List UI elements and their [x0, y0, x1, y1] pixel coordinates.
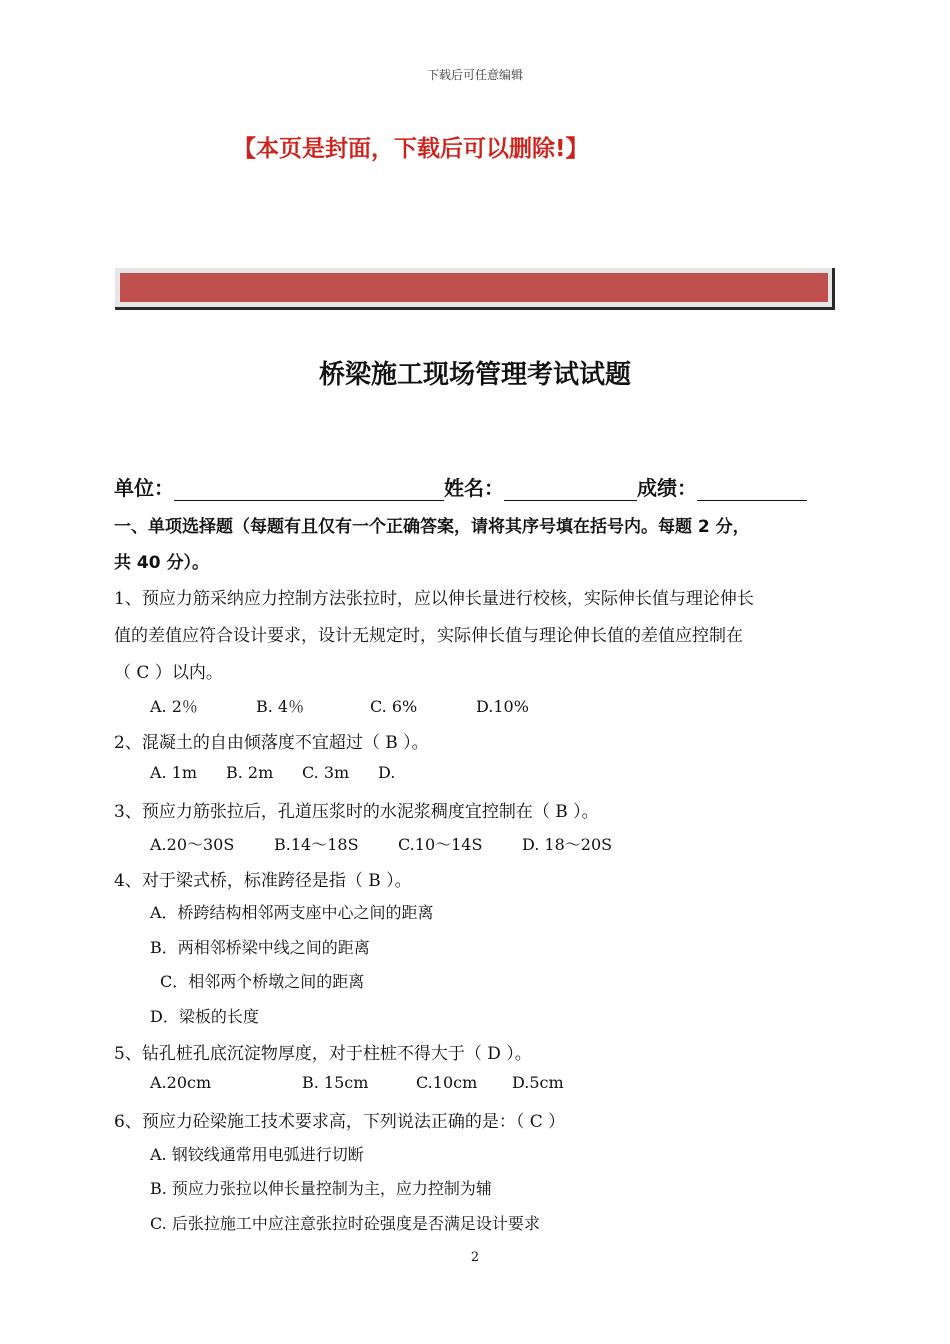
- option-c: C.10～14S: [398, 835, 483, 854]
- option-a: A.20～30S: [150, 835, 235, 854]
- question-4: 4、对于梁式桥，标准跨径是指（ B ）。: [114, 871, 412, 891]
- decorative-banner: [115, 268, 835, 310]
- question-5-options: [150, 1073, 564, 1092]
- question-4-option-b: B．两相邻桥梁中线之间的距离: [150, 938, 370, 957]
- question-2-options: [150, 763, 395, 782]
- question-1-line3: （ C ）以内。: [114, 663, 223, 683]
- cover-notice: 【本页是封面，下载后可以删除!】: [233, 136, 589, 162]
- option-a: A. 1m: [150, 763, 198, 782]
- score-label: 成绩：: [637, 476, 697, 500]
- section-heading-line2: 共 40 分）。: [114, 553, 209, 573]
- option-c: C.10cm: [416, 1073, 478, 1092]
- option-a: A.20cm: [150, 1073, 212, 1092]
- question-1-line1: 1、预应力筋采纳应力控制方法张拉时，应以伸长量进行校核，实际伸长值与理论伸长: [114, 589, 754, 609]
- question-1-options: [150, 694, 529, 717]
- question-3: 3、预应力筋张拉后，孔道压浆时的水泥浆稠度宜控制在（ B ）。: [114, 802, 599, 822]
- option-b: B.14～18S: [274, 835, 359, 854]
- option-a: A. 2％: [150, 697, 198, 716]
- page-title: 桥梁施工现场管理考试试题: [318, 360, 631, 390]
- option-b: B. 15cm: [302, 1073, 369, 1092]
- question-4-option-d: D．梁板的长度: [150, 1007, 259, 1026]
- name-field[interactable]: [504, 480, 637, 501]
- question-6-option-b: B. 预应力张拉以伸长量控制为主，应力控制为辅: [150, 1179, 492, 1198]
- option-d: D.5cm: [512, 1073, 564, 1092]
- question-4-option-c: C．相邻两个桥墩之间的距离: [160, 972, 365, 991]
- header-note: 下载后可任意编辑: [426, 68, 523, 82]
- question-3-options: [150, 832, 612, 855]
- score-field[interactable]: [697, 480, 807, 501]
- question-6-option-c: C. 后张拉施工中应注意张拉时砼强度是否满足设计要求: [150, 1214, 540, 1233]
- info-row: [114, 472, 807, 501]
- option-c: C. 6%: [370, 697, 418, 716]
- question-4-option-a: A．桥跨结构相邻两支座中心之间的距离: [150, 903, 434, 922]
- option-b: B. 2m: [226, 763, 274, 782]
- unit-label: 单位：: [114, 476, 174, 500]
- page-number: 2: [470, 1250, 480, 1265]
- option-d: D. 18～20S: [522, 835, 613, 854]
- question-6-option-a: A. 钢铰线通常用电弧进行切断: [150, 1145, 364, 1164]
- banner-fill: [120, 273, 828, 302]
- option-d: D.10%: [476, 697, 529, 716]
- question-6: 6、预应力砼梁施工技术要求高，下列说法正确的是：（ C ）: [114, 1112, 566, 1132]
- unit-field[interactable]: [174, 480, 444, 501]
- name-label: 姓名：: [444, 476, 504, 500]
- option-c: C. 3m: [302, 763, 350, 782]
- question-5: 5、钻孔桩孔底沉淀物厚度，对于柱桩不得大于（ D ）。: [114, 1044, 532, 1064]
- option-d: D.: [378, 763, 396, 782]
- section-heading-line1: 一、单项选择题（每题有且仅有一个正确答案，请将其序号填在括号内。每题 2 分，: [114, 517, 750, 537]
- option-b: B. 4％: [256, 697, 305, 716]
- question-2: 2、混凝土的自由倾落度不宜超过（ B ）。: [114, 733, 429, 753]
- question-1-line2: 值的差值应符合设计要求，设计无规定时，实际伸长值与理论伸长值的差值应控制在: [114, 626, 743, 646]
